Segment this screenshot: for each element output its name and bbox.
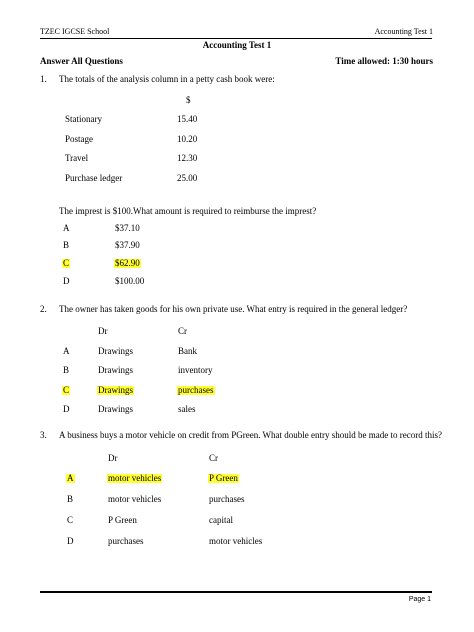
q1-row-value: 12.30 [177,153,198,163]
q2-number: 2. [40,304,47,314]
q3-cr-header: Cr [209,453,218,463]
page-title: Accounting Test 1 [202,40,272,50]
q1-currency: $ [186,95,191,105]
q1-option-value: $37.90 [115,240,140,250]
q2-option-letter: D [63,404,70,414]
q2-dr-header: Dr [98,326,108,336]
q1-row-label: Stationary [65,114,102,124]
q2-option-dr: Drawings [98,404,133,414]
q1-row-label: Postage [65,134,93,144]
q1-option-value: $37.10 [115,223,140,233]
time-allowed: Time allowed: 1:30 hours [335,56,433,66]
q2-option-cr: Bank [178,346,197,356]
q2-cr-header: Cr [178,326,187,336]
q2-option-dr: Drawings [98,365,133,375]
q3-option-letter: C [67,515,74,525]
header-test-name: Accounting Test 1 [374,27,433,36]
q2-option-letter: A [63,346,70,356]
q1-prompt: The imprest is $100.What amount is required to reimburse the imprest? [59,206,317,216]
header-rule [40,38,432,39]
q3-dr-header: Dr [108,453,118,463]
q2-option-dr: Drawings [98,346,133,356]
q3-option-letter-highlighted: A [67,473,74,483]
q3-text: A business buys a motor vehicle on credit from PGreen. What double entry should be made to record this? [59,430,442,440]
q3-option-letter: B [67,494,74,504]
page-number: Page 1 [408,596,431,603]
q3-option-dr: purchases [108,536,144,546]
q2-text: The owner has taken goods for his own private use. What entry is required in the general ledger? [59,304,408,314]
q3-option-cr: capital [209,515,233,525]
q1-option-value: $100.00 [115,276,145,286]
q1-option-value-highlighted: $62.90 [115,258,140,268]
q3-option-letter: D [67,536,74,546]
q3-option-cr-highlighted: P Green [209,473,238,483]
q1-option-letter-highlighted: C [63,258,70,268]
q2-option-cr: sales [178,404,196,414]
q2-option-letter: B [63,365,70,375]
q1-row-value: 15.40 [177,114,198,124]
q1-row-value: 10.20 [177,134,198,144]
q1-row-label: Travel [65,153,89,163]
q3-option-cr: purchases [209,494,245,504]
q1-row-label: Purchase ledger [65,173,123,183]
q2-option-letter-highlighted: C [63,385,70,395]
q3-option-dr: motor vehicles [108,494,162,504]
q3-option-dr-highlighted: motor vehicles [108,473,162,483]
q1-text: The totals of the analysis column in a petty cash book were: [59,74,275,84]
header-school: TZEC IGCSE School [40,27,110,36]
q3-number: 3. [40,430,47,440]
q2-option-cr: inventory [178,365,213,375]
q2-option-dr-highlighted: Drawings [98,385,133,395]
q1-number: 1. [40,74,47,84]
q1-option-letter: A [63,223,70,233]
q2-option-cr-highlighted: purchases [178,385,214,395]
q1-option-letter: B [63,240,70,250]
q3-option-cr: motor vehicles [209,536,263,546]
q3-option-dr: P Green [108,515,137,525]
footer-rule [40,591,432,593]
instructions: Answer All Questions [40,56,123,66]
q1-option-letter: D [63,276,70,286]
q1-row-value: 25.00 [177,173,198,183]
